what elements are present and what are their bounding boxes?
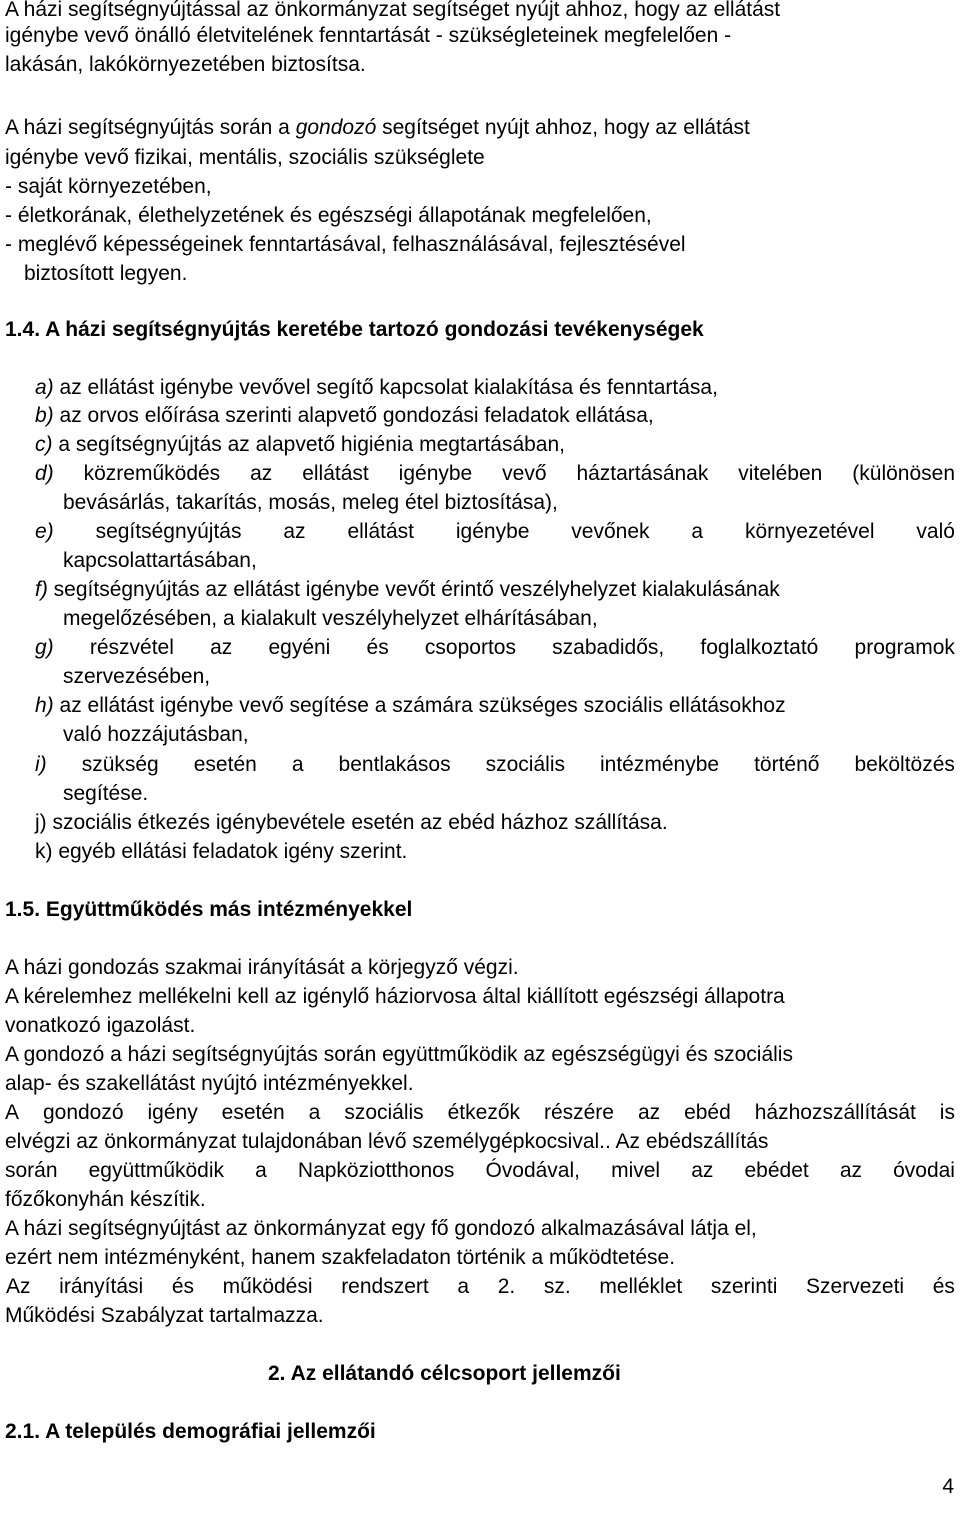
section-1-5-heading: 1.5. Együttműködés más intézményekkel: [5, 898, 413, 921]
list-item-g-cont: szervezésében,: [63, 665, 211, 688]
word: együttműködik: [88, 1159, 225, 1182]
word: mivel: [611, 1159, 661, 1182]
section-1-5-p5b: ezért nem intézményként, hanem szakfeladaton történik a működtetése.: [5, 1246, 676, 1269]
list-item-h-cont: való hozzájutásban,: [63, 723, 249, 746]
list-text: segítségnyújtás az ellátást igénybe vevőt érintő veszélyhelyzet kialakulásának: [47, 578, 780, 601]
section-1-5-p3b: alap- és szakellátást nyújtó intézményekkel.: [5, 1072, 414, 1095]
word: részére: [543, 1101, 614, 1124]
list-item-h: [35, 693, 786, 719]
word: intézménybe: [600, 753, 720, 776]
para2-line-1: [5, 115, 750, 141]
para2-text: A házi segítségnyújtás során a: [5, 116, 296, 139]
word: során: [5, 1159, 58, 1182]
word: esetén: [221, 1101, 285, 1124]
word: esetén: [193, 753, 257, 776]
word: ellátást: [302, 462, 369, 485]
word: is: [939, 1101, 955, 1124]
word: az: [210, 636, 233, 659]
list-item-i: [35, 752, 955, 778]
list-item-b: [35, 403, 654, 429]
list-marker: f): [35, 578, 48, 601]
para2-italic-gondozo: gondozó: [295, 116, 377, 139]
word: szabadidős,: [552, 636, 665, 659]
word: a: [457, 1275, 470, 1298]
word: Az: [6, 1275, 31, 1298]
list-item-c: [35, 432, 565, 458]
para2-line-4: - életkorának, élethelyzetének és egészségi állapotának megfelelően,: [5, 204, 652, 227]
word: szociális: [485, 753, 565, 776]
word: való: [916, 520, 955, 543]
word: környezetével: [744, 520, 875, 543]
word: (különösen: [852, 462, 955, 485]
list-text: az ellátást igénybe vevővel segítő kapcsolat kialakítása és fenntartása,: [53, 376, 718, 399]
intro-line-1: A házi segítségnyújtással az önkormányzat segítséget nyújt ahhoz, hogy az ellátást: [5, 0, 781, 21]
para2-text: segítséget nyújt ahhoz, hogy az ellátást: [376, 116, 750, 139]
list-item-d: [35, 461, 955, 487]
word: ebédet: [744, 1159, 809, 1182]
word: egyéni: [268, 636, 331, 659]
word: és: [932, 1275, 955, 1298]
section-1-5-p6b: Működési Szabályzat tartalmazza.: [5, 1304, 324, 1327]
list-item-d-cont: bevásárlás, takarítás, mosás, meleg étel biztosítása),: [63, 491, 558, 514]
word: házhozszállítását: [754, 1101, 916, 1124]
word: az: [250, 462, 273, 485]
word: a: [308, 1101, 321, 1124]
list-item-j: j) szociális étkezés igénybevétele esetén az ebéd házhoz szállítása.: [35, 811, 668, 834]
word: Óvodával,: [485, 1159, 580, 1182]
list-text: az ellátást igénybe vevő segítése a számára szükséges szociális ellátásokhoz: [53, 694, 786, 717]
word: melléklet: [599, 1275, 683, 1298]
list-item-f: [35, 577, 780, 603]
section-1-4-heading: 1.4. A házi segítségnyújtás keretébe tartozó gondozási tevékenységek: [5, 318, 704, 341]
list-item-i-cont: segítése.: [63, 782, 149, 805]
word: történő: [754, 753, 820, 776]
word: működési: [222, 1275, 313, 1298]
word: szükség: [81, 753, 159, 776]
word: Szervezeti: [806, 1275, 905, 1298]
word: foglalkoztató: [700, 636, 819, 659]
para2-line-2: igénybe vevő fizikai, mentális, szociális szükséglete: [5, 146, 485, 169]
list-item-e-cont: kapcsolattartásában,: [63, 549, 257, 572]
word: programok: [854, 636, 955, 659]
word: étkezők: [447, 1101, 520, 1124]
word: 2.: [497, 1275, 516, 1298]
word: igénybe: [455, 520, 530, 543]
section-1-5-p5a: A házi segítségnyújtást az önkormányzat egy fő gondozó alkalmazásával látja el,: [5, 1217, 757, 1240]
section-1-5-p2a: A kérelemhez mellékelni kell az igénylő háziorvosa által kiállított egészségi állapotra: [5, 985, 785, 1008]
section-2-heading: 2. Az ellátandó célcsoport jellemzői: [268, 1362, 621, 1385]
word: rendszert: [341, 1275, 429, 1298]
section-1-5-p4d: főzőkonyhán készítik.: [5, 1188, 206, 1211]
list-marker: i): [35, 753, 47, 776]
section-1-5-p3a: A gondozó a házi segítségnyújtás során együttműködik az egészségügyi és szociális: [5, 1043, 793, 1066]
word: közreműködés: [83, 462, 221, 485]
list-marker: b): [35, 404, 54, 427]
word: a: [291, 753, 304, 776]
word: részvétel: [89, 636, 174, 659]
word: gondozó: [42, 1101, 124, 1124]
word: Napköziotthonos: [297, 1159, 455, 1182]
word: segítségnyújtás: [95, 520, 242, 543]
para2-line-6: biztosított legyen.: [24, 262, 188, 285]
section-1-5-p1: A házi gondozás szakmai irányítását a körjegyző végzi.: [5, 956, 519, 979]
word: az: [839, 1159, 862, 1182]
section-1-5-p6a: [6, 1274, 955, 1300]
word: igény: [147, 1101, 198, 1124]
word: háztartásának: [576, 462, 709, 485]
list-marker: g): [35, 636, 54, 659]
list-item-g: [35, 635, 955, 661]
word: szerinti: [710, 1275, 778, 1298]
word: beköltözés: [854, 753, 955, 776]
word: az: [283, 520, 306, 543]
word: vevő: [502, 462, 547, 485]
section-1-5-p4b: elvégzi az önkormányzat tulajdonában lévő személygépkocsival.. Az ebédszállítás: [5, 1130, 769, 1153]
section-1-5-p2b: vonatkozó igazolást.: [5, 1014, 196, 1037]
list-marker: a): [35, 376, 54, 399]
word: és: [171, 1275, 195, 1298]
list-text: az orvos előírása szerinti alapvető gondozási feladatok ellátása,: [53, 404, 654, 427]
list-item-k: k) egyéb ellátási feladatok igény szerint.: [35, 840, 408, 863]
section-1-5-p4a: [5, 1100, 955, 1126]
list-item-a: [35, 375, 718, 401]
section-2-1-heading: 2.1. A település demográfiai jellemzői: [5, 1420, 376, 1443]
word: ebéd: [684, 1101, 731, 1124]
word: igénybe: [398, 462, 473, 485]
word: óvodai: [893, 1159, 955, 1182]
list-marker: c): [35, 433, 53, 456]
word: és: [366, 636, 389, 659]
intro-line-2: igénybe vevő önálló életvitelének fenntartását - szükségleteinek megfelelően -: [5, 24, 732, 47]
page-number: 4: [942, 1475, 954, 1498]
word: irányítási: [59, 1275, 144, 1298]
list-marker: h): [35, 694, 54, 717]
word: vitelében: [738, 462, 823, 485]
word: az: [691, 1159, 714, 1182]
word: a: [255, 1159, 267, 1182]
para2-line-5: - meglévő képességeinek fenntartásával, felhasználásával, fejlesztésével: [5, 233, 686, 256]
list-text: a segítségnyújtás az alapvető higiénia megtartásában,: [52, 433, 566, 456]
section-1-5-p4c: [5, 1158, 955, 1184]
word: az: [637, 1101, 661, 1124]
word: a: [691, 520, 704, 543]
word: vevőnek: [571, 520, 650, 543]
intro-line-3: lakásán, lakókörnyezetében biztosítsa.: [5, 53, 366, 76]
word: sz.: [543, 1275, 571, 1298]
word: szociális: [344, 1101, 424, 1124]
list-marker: e): [35, 520, 54, 543]
word: A: [5, 1101, 20, 1124]
word: ellátást: [347, 520, 414, 543]
word: csoportos: [424, 636, 516, 659]
list-item-f-cont: megelőzésében, a kialakult veszélyhelyzet elhárításában,: [63, 607, 598, 630]
list-item-e: [35, 519, 955, 545]
word: bentlakásos: [338, 753, 451, 776]
list-marker: d): [35, 462, 54, 485]
para2-line-3: - saját környezetében,: [5, 175, 212, 198]
